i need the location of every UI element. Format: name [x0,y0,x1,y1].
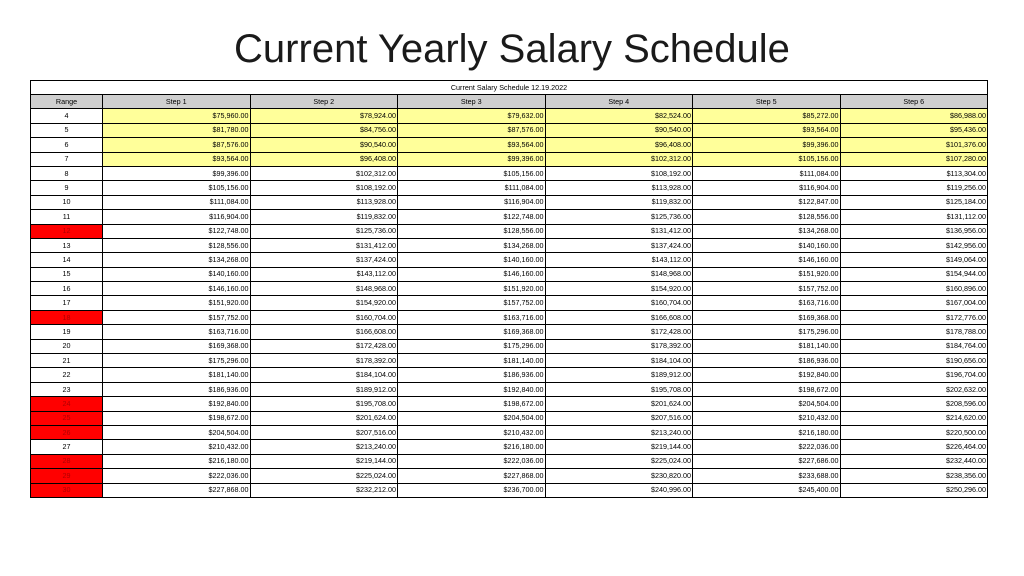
step-5-cell: $192,840.00 [693,368,841,382]
step-2-cell: $119,832.00 [250,210,398,224]
step-2-cell: $96,408.00 [250,152,398,166]
step-4-cell: $125,736.00 [545,210,693,224]
step-4-cell: $166,608.00 [545,310,693,324]
step-2-cell: $113,928.00 [250,195,398,209]
step-3-cell: $146,160.00 [398,267,546,281]
step-3-cell: $116,904.00 [398,195,546,209]
step-2-cell: $207,516.00 [250,425,398,439]
step-2-cell: $213,240.00 [250,440,398,454]
step-1-cell: $151,920.00 [103,296,251,310]
step-6-cell: $220,500.00 [840,425,988,439]
step-3-cell: $216,180.00 [398,440,546,454]
range-cell: 7 [31,152,103,166]
step-4-cell: $160,704.00 [545,296,693,310]
step-1-cell: $227,868.00 [103,483,251,497]
step-1-cell: $105,156.00 [103,181,251,195]
step-6-cell: $149,064.00 [840,253,988,267]
step-6-cell: $172,776.00 [840,310,988,324]
table-row [31,310,988,324]
step-1-cell: $169,368.00 [103,339,251,353]
step-3-cell: $181,140.00 [398,354,546,368]
step-4-cell: $178,392.00 [545,339,693,353]
table-row [31,354,988,368]
range-cell: 10 [31,195,103,209]
step-3-cell: $128,556.00 [398,224,546,238]
table-row [31,368,988,382]
table-row [31,109,988,123]
header-step-6: Step 6 [840,95,988,109]
step-2-cell: $84,756.00 [250,123,398,137]
table-row [31,411,988,425]
table-row [31,296,988,310]
step-6-cell: $86,988.00 [840,109,988,123]
step-6-cell: $113,304.00 [840,166,988,180]
step-3-cell: $198,672.00 [398,397,546,411]
step-2-cell: $178,392.00 [250,354,398,368]
step-3-cell: $99,396.00 [398,152,546,166]
step-3-cell: $192,840.00 [398,382,546,396]
step-5-cell: $210,432.00 [693,411,841,425]
range-cell: 11 [31,210,103,224]
step-2-cell: $143,112.00 [250,267,398,281]
step-6-cell: $250,296.00 [840,483,988,497]
step-2-cell: $172,428.00 [250,339,398,353]
step-2-cell: $131,412.00 [250,238,398,252]
step-5-cell: $122,847.00 [693,195,841,209]
table-row [31,210,988,224]
step-2-cell: $219,144.00 [250,454,398,468]
step-5-cell: $105,156.00 [693,152,841,166]
step-3-cell: $93,564.00 [398,138,546,152]
step-1-cell: $186,936.00 [103,382,251,396]
step-2-cell: $102,312.00 [250,166,398,180]
step-6-cell: $167,004.00 [840,296,988,310]
step-5-cell: $85,272.00 [693,109,841,123]
table-row [31,195,988,209]
step-6-cell: $125,184.00 [840,195,988,209]
step-3-cell: $157,752.00 [398,296,546,310]
step-5-cell: $169,368.00 [693,310,841,324]
step-1-cell: $175,296.00 [103,354,251,368]
header-step-2: Step 2 [250,95,398,109]
step-5-cell: $128,556.00 [693,210,841,224]
table-row [31,382,988,396]
range-cell: 4 [31,109,103,123]
step-5-cell: $204,504.00 [693,397,841,411]
step-4-cell: $96,408.00 [545,138,693,152]
table-row [31,238,988,252]
table-row [31,425,988,439]
step-5-cell: $157,752.00 [693,282,841,296]
table-row [31,224,988,238]
range-cell: 8 [31,166,103,180]
step-5-cell: $151,920.00 [693,267,841,281]
step-6-cell: $208,596.00 [840,397,988,411]
table-row [31,253,988,267]
table-row [31,166,988,180]
range-cell: 5 [31,123,103,137]
step-4-cell: $240,996.00 [545,483,693,497]
range-cell: 21 [31,354,103,368]
step-6-cell: $202,632.00 [840,382,988,396]
step-1-cell: $116,904.00 [103,210,251,224]
step-6-cell: $160,896.00 [840,282,988,296]
step-5-cell: $116,904.00 [693,181,841,195]
step-4-cell: $207,516.00 [545,411,693,425]
range-cell: 22 [31,368,103,382]
range-cell: 26 [31,425,103,439]
step-5-cell: $216,180.00 [693,425,841,439]
step-6-cell: $226,464.00 [840,440,988,454]
step-1-cell: $146,160.00 [103,282,251,296]
step-1-cell: $99,396.00 [103,166,251,180]
step-3-cell: $151,920.00 [398,282,546,296]
step-4-cell: $113,928.00 [545,181,693,195]
table-header-row [31,95,988,109]
table-row [31,123,988,137]
header-step-5: Step 5 [693,95,841,109]
step-4-cell: $225,024.00 [545,454,693,468]
step-2-cell: $137,424.00 [250,253,398,267]
step-1-cell: $163,716.00 [103,325,251,339]
range-cell: 13 [31,238,103,252]
range-cell: 25 [31,411,103,425]
step-4-cell: $184,104.00 [545,354,693,368]
step-5-cell: $233,688.00 [693,469,841,483]
step-6-cell: $214,620.00 [840,411,988,425]
header-step-1: Step 1 [103,95,251,109]
step-1-cell: $81,780.00 [103,123,251,137]
step-5-cell: $140,160.00 [693,238,841,252]
step-4-cell: $172,428.00 [545,325,693,339]
step-1-cell: $204,504.00 [103,425,251,439]
step-2-cell: $166,608.00 [250,325,398,339]
step-1-cell: $210,432.00 [103,440,251,454]
range-cell: 24 [31,397,103,411]
table-row [31,483,988,497]
table-row [31,152,988,166]
step-1-cell: $192,840.00 [103,397,251,411]
step-1-cell: $87,576.00 [103,138,251,152]
step-5-cell: $175,296.00 [693,325,841,339]
step-5-cell: $146,160.00 [693,253,841,267]
range-cell: 18 [31,310,103,324]
range-cell: 19 [31,325,103,339]
step-6-cell: $131,112.00 [840,210,988,224]
step-6-cell: $154,944.00 [840,267,988,281]
step-3-cell: $210,432.00 [398,425,546,439]
step-4-cell: $195,708.00 [545,382,693,396]
step-4-cell: $143,112.00 [545,253,693,267]
table-row [31,339,988,353]
header-step-4: Step 4 [545,95,693,109]
step-4-cell: $189,912.00 [545,368,693,382]
header-step-3: Step 3 [398,95,546,109]
step-5-cell: $134,268.00 [693,224,841,238]
range-cell: 27 [31,440,103,454]
salary-schedule-table [30,80,988,498]
step-5-cell: $93,564.00 [693,123,841,137]
step-3-cell: $111,084.00 [398,181,546,195]
step-5-cell: $198,672.00 [693,382,841,396]
range-cell: 23 [31,382,103,396]
table-body [31,109,988,498]
step-5-cell: $99,396.00 [693,138,841,152]
range-cell: 16 [31,282,103,296]
step-6-cell: $196,704.00 [840,368,988,382]
step-3-cell: $87,576.00 [398,123,546,137]
step-2-cell: $78,924.00 [250,109,398,123]
range-cell: 15 [31,267,103,281]
step-1-cell: $222,036.00 [103,469,251,483]
step-6-cell: $190,656.00 [840,354,988,368]
step-3-cell: $122,748.00 [398,210,546,224]
step-2-cell: $125,736.00 [250,224,398,238]
range-cell: 20 [31,339,103,353]
step-2-cell: $232,212.00 [250,483,398,497]
table-row [31,440,988,454]
step-6-cell: $95,436.00 [840,123,988,137]
range-cell: 14 [31,253,103,267]
step-6-cell: $142,956.00 [840,238,988,252]
step-3-cell: $163,716.00 [398,310,546,324]
step-1-cell: $198,672.00 [103,411,251,425]
range-cell: 12 [31,224,103,238]
step-1-cell: $157,752.00 [103,310,251,324]
step-6-cell: $178,788.00 [840,325,988,339]
step-4-cell: $154,920.00 [545,282,693,296]
step-2-cell: $201,624.00 [250,411,398,425]
step-3-cell: $134,268.00 [398,238,546,252]
table-row [31,267,988,281]
table-caption-row [31,81,988,95]
step-5-cell: $186,936.00 [693,354,841,368]
step-4-cell: $219,144.00 [545,440,693,454]
step-4-cell: $90,540.00 [545,123,693,137]
step-4-cell: $108,192.00 [545,166,693,180]
step-3-cell: $204,504.00 [398,411,546,425]
range-cell: 6 [31,138,103,152]
step-6-cell: $232,440.00 [840,454,988,468]
step-1-cell: $122,748.00 [103,224,251,238]
table-row [31,325,988,339]
step-3-cell: $227,868.00 [398,469,546,483]
step-6-cell: $107,280.00 [840,152,988,166]
range-cell: 29 [31,469,103,483]
table-row [31,138,988,152]
step-2-cell: $184,104.00 [250,368,398,382]
table-row [31,397,988,411]
step-3-cell: $105,156.00 [398,166,546,180]
table-caption: Current Salary Schedule 12.19.2022 [31,81,988,95]
header-range: Range [31,95,103,109]
table-row [31,282,988,296]
step-6-cell: $184,764.00 [840,339,988,353]
table-row [31,454,988,468]
step-1-cell: $75,960.00 [103,109,251,123]
step-3-cell: $79,632.00 [398,109,546,123]
step-1-cell: $111,084.00 [103,195,251,209]
step-5-cell: $163,716.00 [693,296,841,310]
step-2-cell: $189,912.00 [250,382,398,396]
step-6-cell: $101,376.00 [840,138,988,152]
range-cell: 30 [31,483,103,497]
step-1-cell: $93,564.00 [103,152,251,166]
step-3-cell: $186,936.00 [398,368,546,382]
step-4-cell: $201,624.00 [545,397,693,411]
step-2-cell: $160,704.00 [250,310,398,324]
step-5-cell: $111,084.00 [693,166,841,180]
step-3-cell: $140,160.00 [398,253,546,267]
step-1-cell: $181,140.00 [103,368,251,382]
step-5-cell: $181,140.00 [693,339,841,353]
step-3-cell: $175,296.00 [398,339,546,353]
step-4-cell: $131,412.00 [545,224,693,238]
step-3-cell: $169,368.00 [398,325,546,339]
step-2-cell: $90,540.00 [250,138,398,152]
page-title: Current Yearly Salary Schedule [234,27,790,71]
step-6-cell: $238,356.00 [840,469,988,483]
step-4-cell: $148,968.00 [545,267,693,281]
table-row [31,181,988,195]
step-4-cell: $137,424.00 [545,238,693,252]
step-1-cell: $128,556.00 [103,238,251,252]
step-2-cell: $225,024.00 [250,469,398,483]
step-4-cell: $102,312.00 [545,152,693,166]
range-cell: 17 [31,296,103,310]
step-6-cell: $136,956.00 [840,224,988,238]
step-1-cell: $140,160.00 [103,267,251,281]
range-cell: 9 [31,181,103,195]
step-5-cell: $227,686.00 [693,454,841,468]
step-1-cell: $134,268.00 [103,253,251,267]
step-4-cell: $82,524.00 [545,109,693,123]
step-3-cell: $236,700.00 [398,483,546,497]
step-2-cell: $108,192.00 [250,181,398,195]
step-2-cell: $154,920.00 [250,296,398,310]
step-5-cell: $222,036.00 [693,440,841,454]
range-cell: 28 [31,454,103,468]
step-2-cell: $148,968.00 [250,282,398,296]
step-4-cell: $119,832.00 [545,195,693,209]
step-4-cell: $230,820.00 [545,469,693,483]
step-4-cell: $213,240.00 [545,425,693,439]
step-2-cell: $195,708.00 [250,397,398,411]
step-6-cell: $119,256.00 [840,181,988,195]
step-5-cell: $245,400.00 [693,483,841,497]
step-1-cell: $216,180.00 [103,454,251,468]
table-row [31,469,988,483]
step-3-cell: $222,036.00 [398,454,546,468]
